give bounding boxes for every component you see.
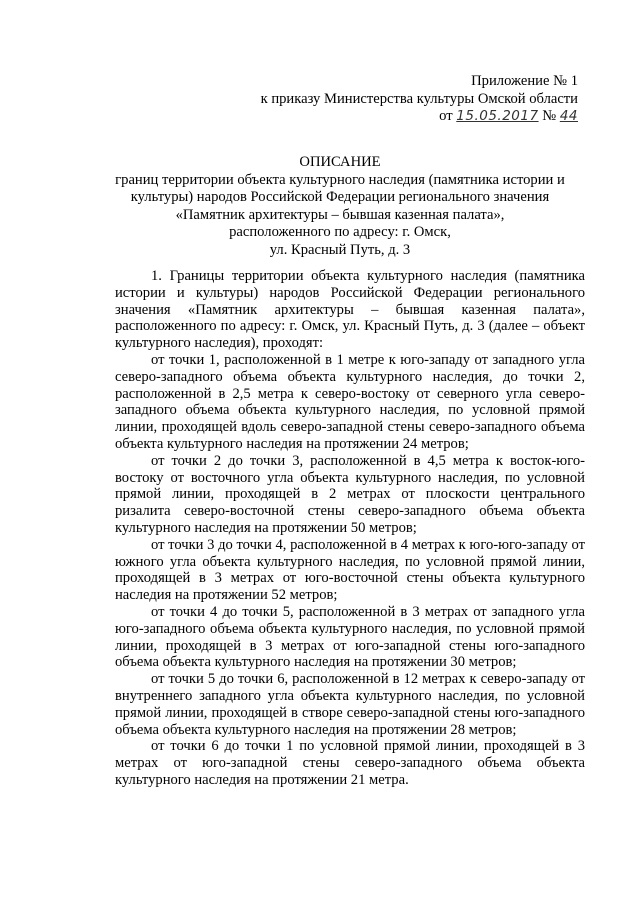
document-title: ОПИСАНИЕ [299, 154, 381, 170]
title-line: границ территории объекта культурного наследия (памятника истории и [115, 171, 565, 188]
title-line: ул. Красный Путь, д. 3 [269, 241, 411, 258]
paragraph: от точки 3 до точки 4, расположенной в 4 метрах к юго-юго-западу от южного угла объекта культурного наследия, по условной прямой линии, проходящей в 3 метрах от юго-восточной стены объекта культурного наследия на протяжении 52 метров; [115, 536, 585, 604]
appendix-date-number [261, 108, 578, 126]
document-body [115, 268, 585, 789]
title-line: расположенного по адресу: г. Омск, [229, 224, 451, 241]
paragraph: от точки 6 до точки 1 по условной прямой линии, проходящей в 3 метрах от юго-западной стены северо-западного объема объекта культурного наследия на протяжении 21 метра. [115, 738, 585, 788]
paragraph: 1. Границы территории объекта культурного наследия (памятника истории и культуры) народов Российской Федерации регионального значения «Памятник архитектуры – бывшая казенная палата», расположенного по адресу: г. Омск, ул. Красный Путь, д. 3 (далее – объект культурного наследия), проходят: [115, 268, 585, 352]
appendix-order-reference: к приказу Министерства культуры Омской области [260, 90, 578, 107]
handwritten-number: 44 [559, 108, 578, 124]
title-line: культуры) народов Российской Федерации регионального значения [130, 189, 550, 206]
date-prefix: от [439, 108, 453, 124]
paragraph: от точки 2 до точки 3, расположенной в 4,5 метра к восток-юго-востоку от восточного угла объекта культурного наследия, по условной прямой линии, проходящей в 2 метрах от плоскости центрального ризалита северо-восточной стены северо-западного объема объекта культурного наследия на протяжении 50 метров; [115, 452, 585, 536]
document-title-block [100, 154, 580, 260]
number-prefix: № [542, 108, 557, 124]
title-line: «Памятник архитектуры – бывшая казенная палата», [175, 206, 505, 223]
appendix-title: Приложение № 1 [471, 73, 578, 89]
paragraph: от точки 1, расположенной в 1 метре к юго-западу от западного угла северо-западного объема объекта культурного наследия, до точки 2, расположенной в 2,5 метра к северо-востоку от северного угла северо-западного объема объекта культурного наследия, по условной прямой линии, проходящей вдоль северо-западной стены северо-западного объема объекта культурного наследия на протяжении 24 метров; [115, 351, 585, 452]
handwritten-date: 15.05.2017 [456, 108, 539, 124]
paragraph: от точки 4 до точки 5, расположенной в 3 метрах от западного угла юго-западного объема объекта культурного наследия, по условной прямой линии, проходящей в 3 метрах от юго-западной стены юго-западного объема объекта культурного наследия на протяжении 30 метров; [115, 603, 585, 671]
appendix-header [261, 73, 578, 126]
paragraph: от точки 5 до точки 6, расположенной в 12 метрах к северо-западу от внутреннего западного угла объекта культурного наследия, по условной прямой линии, проходящей в створе северо-западной стены юго-западного объема объекта культурного наследия на протяжении 28 метров; [115, 671, 585, 738]
